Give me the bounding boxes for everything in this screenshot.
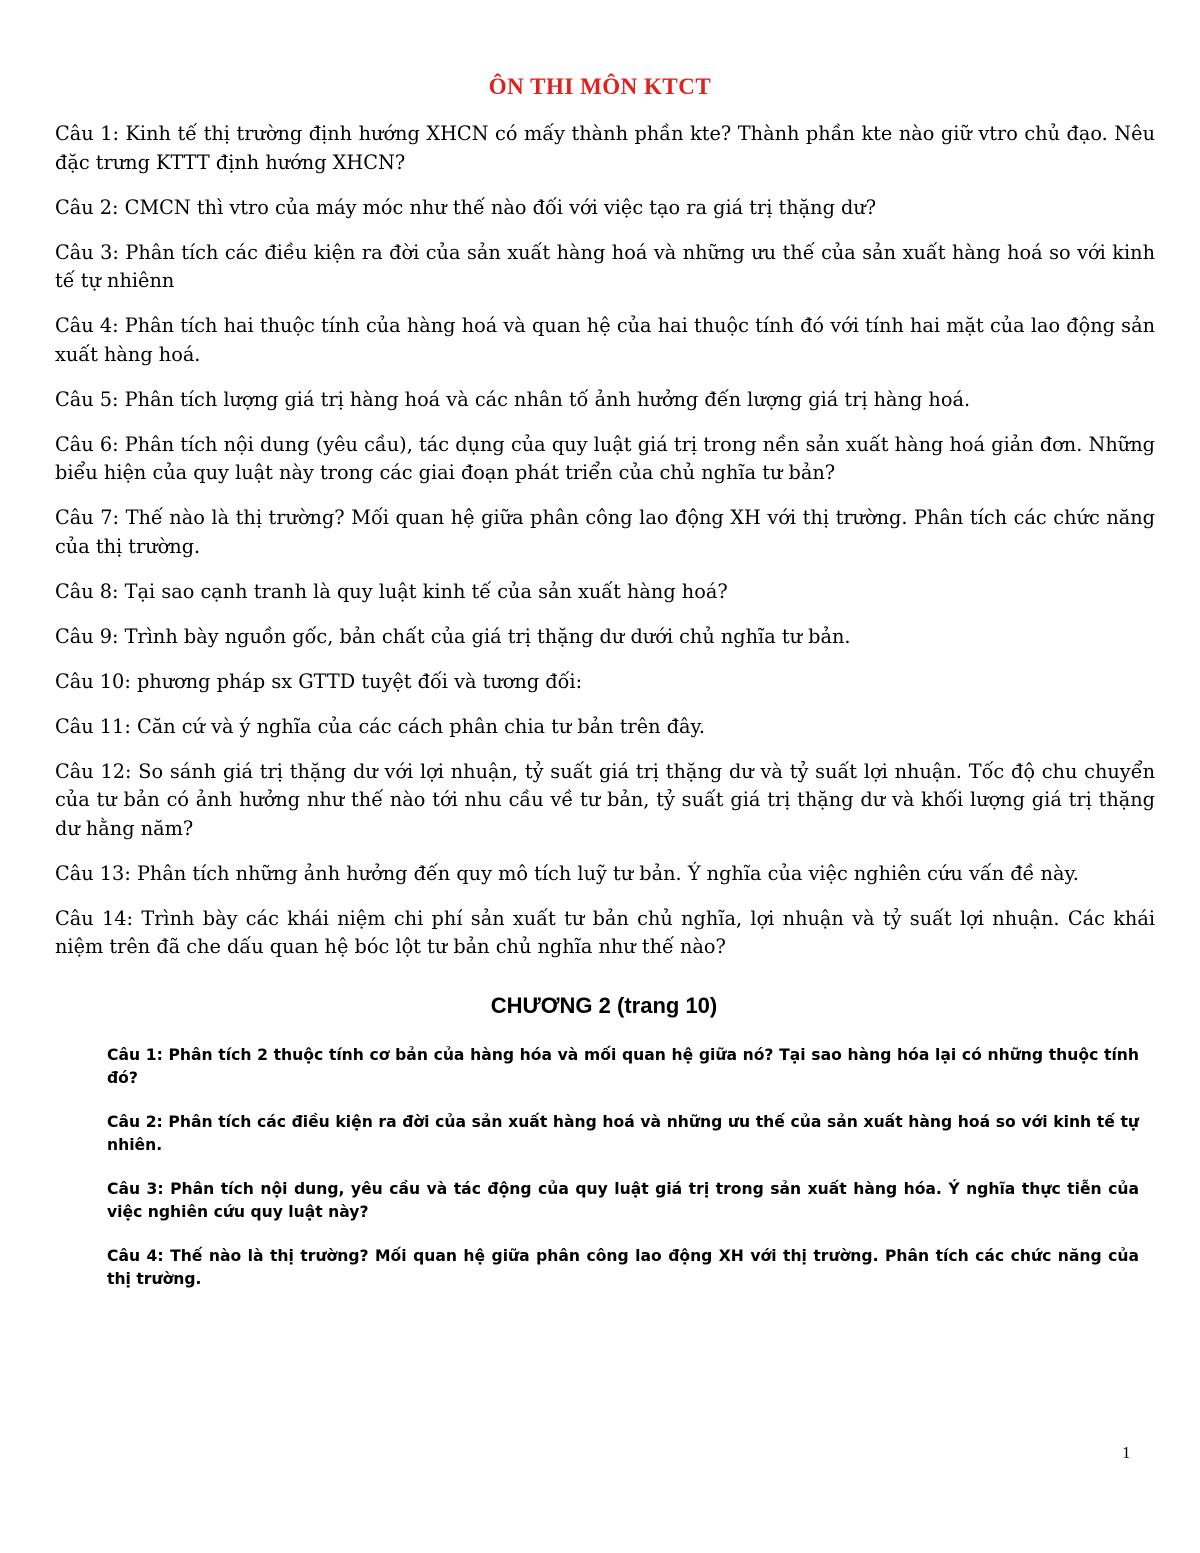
question-12: Câu 12: So sánh giá trị thặng dư với lợi nhuận, tỷ suất giá trị thặng dư và tỷ suất lợi nhuận. Tốc độ chu chuyển của tư bản có ảnh hưởng như thế nào tới nhu cầu về tư bản, tỷ suất giá trị thặng dư và khối lượng giá trị thặng dư hằng năm? [55,759,1155,840]
chapter-2-heading: CHƯƠNG 2 (trang 10) [490,993,718,1018]
question-7: Câu 7: Thế nào là thị trường? Mối quan hệ giữa phân công lao động XH với thị trường. Phân tích các chức năng của thị trường. [55,506,1155,558]
question-11: Câu 11: Căn cứ và ý nghĩa của các cách phân chia tư bản trên đây. [55,714,706,738]
question-13: Câu 13: Phân tích những ảnh hưởng đến quy mô tích luỹ tư bản. Ý nghĩa của việc nghiên cứu vấn đề này. [55,861,1079,885]
question-6: Câu 6: Phân tích nội dung (yêu cầu), tác dụng của quy luật giá trị trong nền sản xuất hàng hoá giản đơn. Những biểu hiện của quy luật này trong các giai đoạn phát triển của chủ nghĩa tư bản? [55,432,1155,484]
question-5: Câu 5: Phân tích lượng giá trị hàng hoá và các nhân tố ảnh hưởng đến lượng giá trị hàng hoá. [55,387,971,411]
question-10: Câu 10: phương pháp sx GTTD tuyệt đối và tương đối: [55,669,583,693]
question-9: Câu 9: Trình bày nguồn gốc, bản chất của giá trị thặng dư dưới chủ nghĩa tư bản. [55,624,851,648]
chapter-2-question-3: Câu 3: Phân tích nội dung, yêu cầu và tác động của quy luật giá trị trong sản xuất hàng hóa. Ý nghĩa thực tiễn của việc nghiên cứu quy luật này? [107,1180,1139,1221]
question-list [55,120,1155,978]
question-4: Câu 4: Phân tích hai thuộc tính của hàng hoá và quan hệ của hai thuộc tính đó với tính hai mặt của lao động sản xuất hàng hoá. [55,314,1155,366]
chapter-2-question-4: Câu 4: Thế nào là thị trường? Mối quan hệ giữa phân công lao động XH với thị trường. Phân tích các chức năng của thị trường. [107,1247,1139,1288]
page-number: 1 [1122,1443,1131,1462]
question-2: Câu 2: CMCN thì vtro của máy móc như thế nào đối với việc tạo ra giá trị thặng dư? [55,195,877,219]
question-3: Câu 3: Phân tích các điều kiện ra đời của sản xuất hàng hoá và những ưu thế của sản xuất hàng hoá so với kinh tế tự nhiênn [55,240,1155,292]
chapter-2-question-1: Câu 1: Phân tích 2 thuộc tính cơ bản của hàng hóa và mối quan hệ giữa nó? Tại sao hàng hóa lại có những thuộc tính đó? [107,1046,1139,1087]
chapter-2-question-list [107,1044,1139,1312]
chapter-2-question-2: Câu 2: Phân tích các điều kiện ra đời của sản xuất hàng hoá và những ưu thế của sản xuất hàng hoá so với kinh tế tự nhiên. [107,1113,1139,1154]
document-title: ÔN THI MÔN KTCT [488,74,712,99]
question-1: Câu 1: Kinh tế thị trường định hướng XHCN có mấy thành phần kte? Thành phần kte nào giữ vtro chủ đạo. Nêu đặc trưng KTTT định hướng XHCN? [55,122,1155,174]
question-8: Câu 8: Tại sao cạnh tranh là quy luật kinh tế của sản xuất hàng hoá? [55,579,728,603]
question-14: Câu 14: Trình bày các khái niệm chi phí sản xuất tư bản chủ nghĩa, lợi nhuận và tỷ suất lợi nhuận. Các khái niệm trên đã che dấu quan hệ bóc lột tư bản chủ nghĩa như thế nào? [55,906,1155,958]
